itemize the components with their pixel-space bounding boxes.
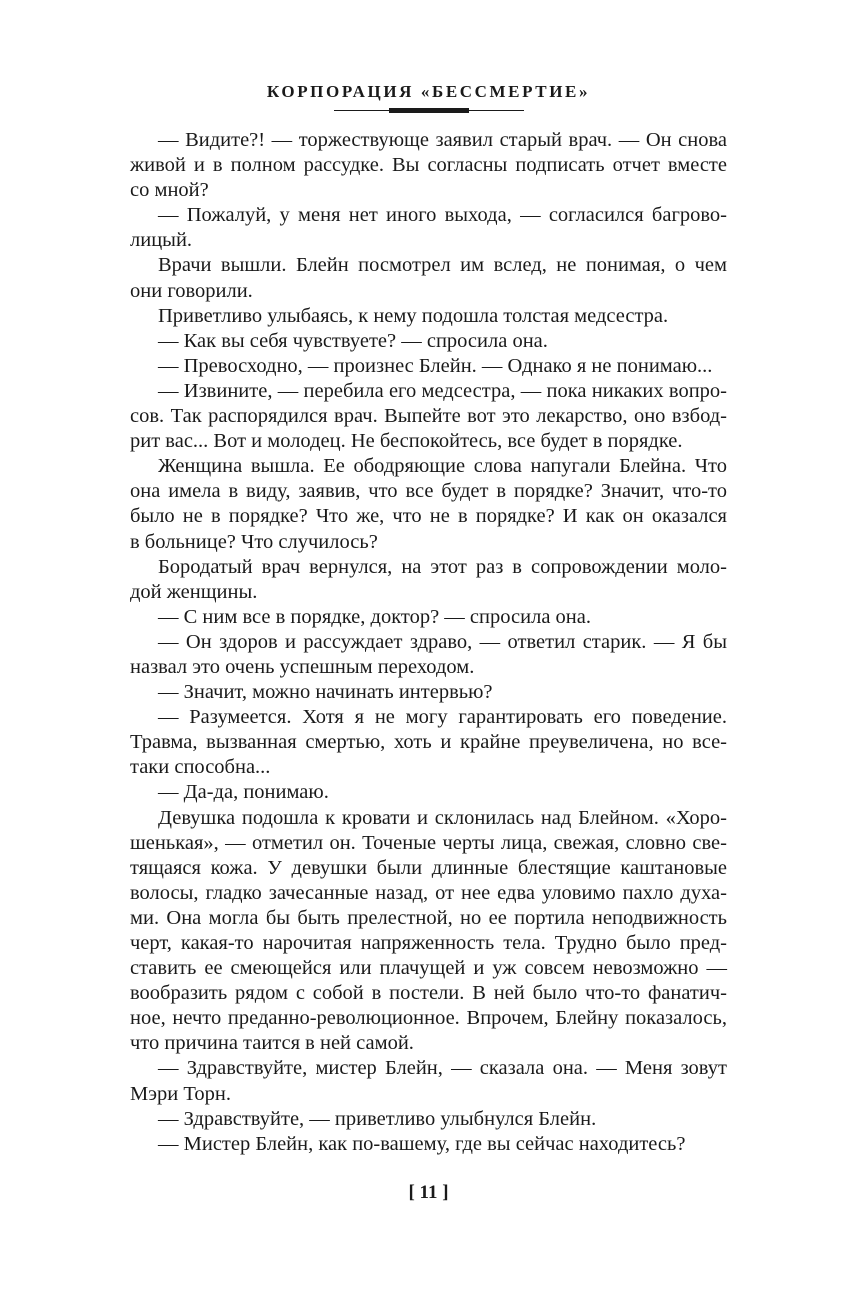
text-line: Приветливо улыбаясь, к нему подошла толстая медсестра. [158, 304, 669, 327]
text-line: она имела в виду, заявив, что все будет в порядке? Значит, что-то [130, 480, 727, 503]
text-line: тящаяся кожа. У девушки были длинные блестящие каштановые [130, 856, 727, 879]
text-line: живой и в полном рассудке. Вы согласны подписать отчет вместе [130, 154, 727, 177]
text-line: ставить ее смеющейся или плачущей и уж совсем невозможно — [130, 957, 727, 980]
text-line: — Здравствуйте, — приветливо улыбнулся Блейн. [158, 1107, 597, 1130]
text-line: — Видите?! — торжествующе заявил старый врач. — Он снова [158, 129, 727, 151]
text-line: — Как вы себя чувствуете? — спросила она. [158, 329, 548, 352]
text-line: было не в порядке? Что же, что не в порядке? И как он оказался [130, 505, 727, 528]
text-line: — Превосходно, — произнес Блейн. — Однако я не понимаю... [158, 354, 713, 377]
text-line: они говорили. [130, 279, 253, 302]
text-line: назвал это очень успешным переходом. [130, 655, 475, 678]
text-line: — Мистер Блейн, как по-вашему, где вы сейчас находитесь? [158, 1132, 686, 1155]
book-title: КОРПОРАЦИЯ «БЕССМЕРТИЕ» [266, 82, 591, 101]
text-line: волосы, гладко зачесанные назад, от нее едва уловимо пахло духа- [130, 881, 727, 904]
text-line: в больнице? Что случилось? [130, 530, 378, 553]
text-line: Мэри Торн. [130, 1082, 231, 1105]
page-number: [ 11 ] [408, 1182, 449, 1203]
header-rule [334, 106, 524, 116]
text-line: черт, какая-то нарочитая напряженность тела. Трудно было пред- [130, 932, 727, 954]
header-rule-thick [389, 108, 469, 113]
text-line: — Пожалуй, у меня нет иного выхода, — согласился багрово- [158, 204, 727, 227]
text-line: — Извините, — перебила его медсестра, — пока никаких вопро- [158, 379, 727, 402]
text-line: Травма, вызванная смертью, хоть и крайне преувеличена, но все- [130, 731, 727, 754]
text-line: — Здравствуйте, мистер Блейн, — сказала она. — Меня зовут [158, 1057, 727, 1080]
page-text [130, 128, 727, 1157]
text-line: рит вас... Вот и молодец. Не беспокойтесь, все будет в порядке. [130, 430, 683, 453]
text-line: сов. Так распорядился врач. Выпейте вот это лекарство, оно взбод- [130, 405, 727, 428]
text-line: Врачи вышли. Блейн посмотрел им вслед, не понимая, о чем [158, 254, 727, 277]
text-line: таки способна... [130, 756, 271, 779]
text-line: — Разумеется. Хотя я не могу гарантировать его поведение. [158, 706, 727, 729]
text-line: со мной? [130, 179, 209, 202]
text-line: Женщина вышла. Ее ободряющие слова напугали Блейна. Что [158, 455, 727, 478]
text-line: ное, нечто преданно-революционное. Впрочем, Блейну показалось, [130, 1007, 727, 1030]
text-line: Девушка подошла к кровати и склонилась над Блейном. «Хоро- [158, 806, 727, 829]
text-line: ми. Она могла бы быть прелестной, но ее портила неподвижность [130, 906, 727, 929]
text-line: Бородатый врач вернулся, на этот раз в сопровождении моло- [158, 555, 727, 578]
text-line: — С ним все в порядке, доктор? — спросила она. [158, 605, 591, 628]
text-line: — Он здоров и рассуждает здраво, — ответил старик. — Я бы [158, 630, 727, 653]
text-line: дой женщины. [130, 580, 258, 603]
text-line: шенькая», — отметил он. Точеные черты лица, свежая, словно све- [130, 831, 727, 854]
text-line: — Значит, можно начинать интервью? [158, 681, 493, 704]
text-line: что причина таится в ней самой. [130, 1032, 414, 1055]
running-header [0, 80, 857, 116]
text-line: — Да-да, понимаю. [158, 781, 329, 804]
text-line: вообразить рядом с собой в постели. В ней было что-то фанатич- [130, 982, 727, 1005]
text-line: лицый. [130, 229, 193, 252]
